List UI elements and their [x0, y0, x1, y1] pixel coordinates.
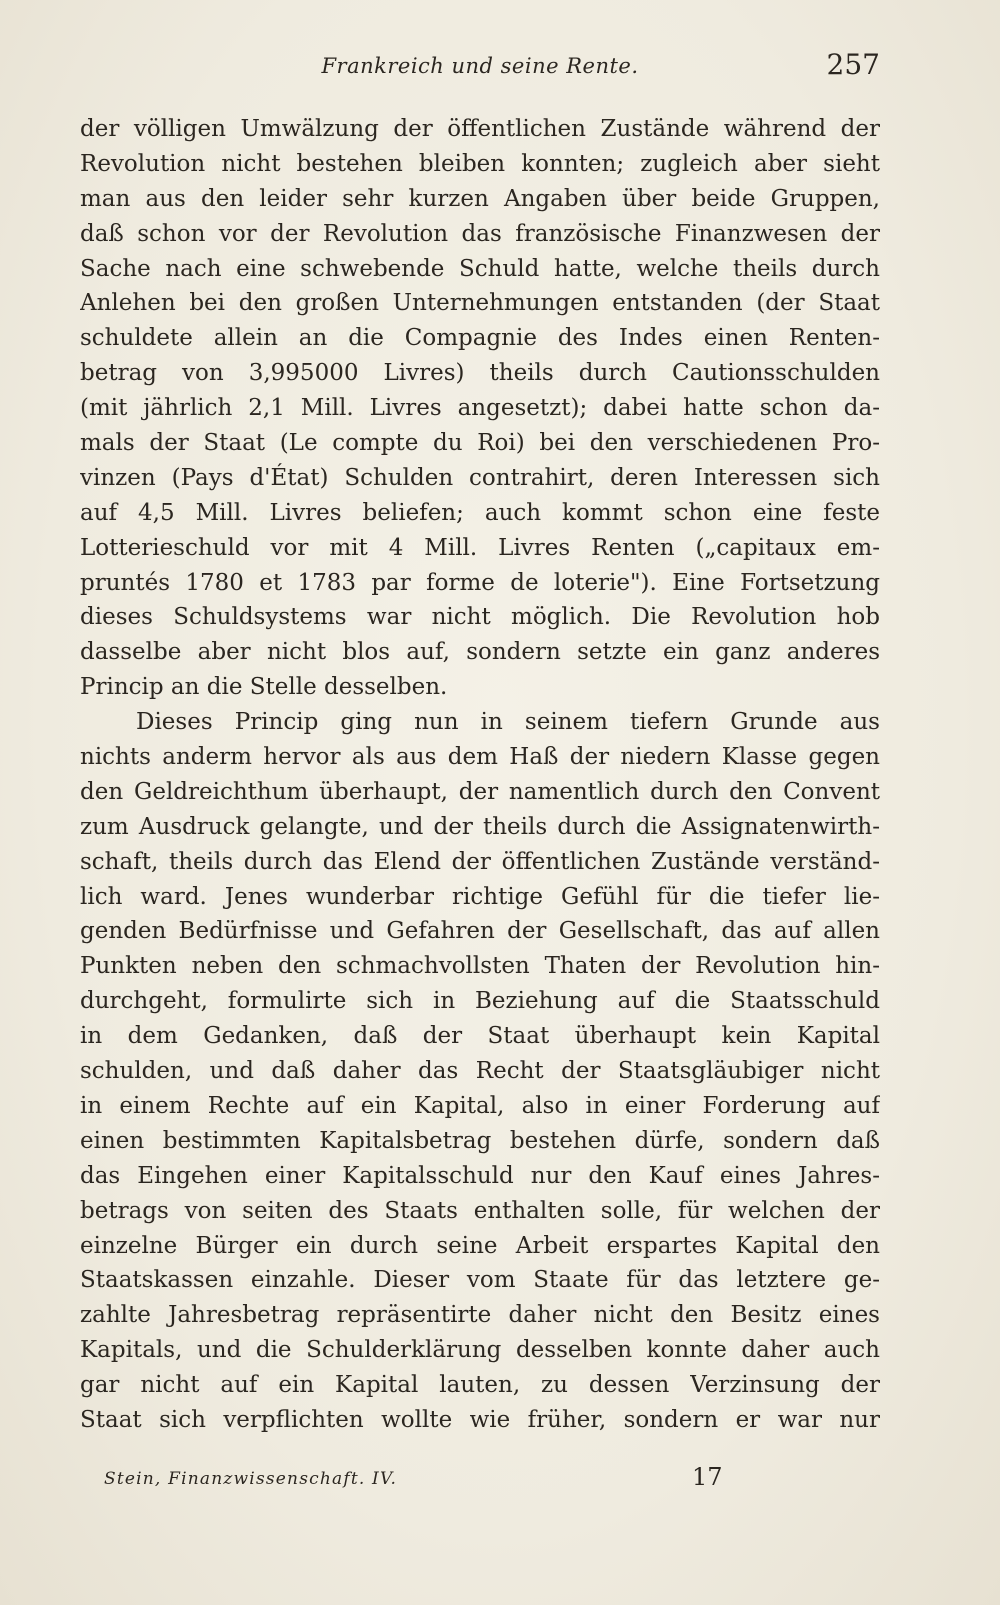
- text-line: gar nicht auf ein Kapital lauten, zu dessen Verzinsung der: [80, 1372, 880, 1399]
- paragraph-start-line: Dieses Princip ging nun in seinem tiefern Grunde aus: [136, 709, 880, 736]
- text-line: einzelne Bürger ein durch seine Arbeit erspartes Kapital den: [80, 1232, 880, 1259]
- text-line: den Geldreichthum überhaupt, der namentlich durch den Convent: [80, 778, 880, 805]
- text-line: betrag von 3,995000 Livres) theils durch Cautionsschulden: [80, 360, 880, 387]
- text-line: Revolution nicht bestehen bleiben konnten; zugleich aber sieht: [80, 150, 880, 177]
- sheet-number: 17: [692, 1463, 723, 1491]
- text-line: lich ward. Jenes wunderbar richtige Gefühl für die tiefer lie-: [80, 883, 880, 910]
- page-footer: [80, 1463, 880, 1503]
- text-line: mals der Staat (Le compte du Roi) bei den verschiedenen Pro-: [80, 430, 880, 457]
- text-line: schuldete allein an die Compagnie des Indes einen Renten-: [80, 325, 880, 352]
- text-line: man aus den leider sehr kurzen Angaben über beide Gruppen,: [80, 185, 880, 212]
- page-header: [80, 48, 880, 88]
- text-line: pruntés 1780 et 1783 par forme de loterie"). Eine Fortsetzung: [80, 569, 880, 596]
- text-line: Kapitals, und die Schulderklärung desselben konnte daher auch: [80, 1337, 880, 1364]
- text-line: vinzen (Pays d'État) Schulden contrahirt, deren Interessen sich: [80, 464, 880, 491]
- text-line: dasselbe aber nicht blos auf, sondern setzte ein ganz anderes: [80, 639, 880, 666]
- text-line: dieses Schuldsystems war nicht möglich. Die Revolution hob: [80, 604, 880, 631]
- text-line: in einem Rechte auf ein Kapital, also in einer Forderung auf: [80, 1092, 880, 1119]
- text-line: Staatskassen einzahle. Dieser vom Staate für das letztere ge-: [80, 1267, 880, 1294]
- running-title: Frankreich und seine Rente.: [321, 54, 639, 78]
- text-line: durchgeht, formulirte sich in Beziehung auf die Staatsschuld: [80, 988, 880, 1015]
- text-line: Staat sich verpflichten wollte wie früher, sondern er war nur: [80, 1406, 880, 1433]
- text-line: schulden, und daß daher das Recht der Staatsgläubiger nicht: [80, 1058, 880, 1085]
- text-line: daß schon vor der Revolution das französische Finanzwesen der: [80, 220, 880, 247]
- text-line: nichts anderm hervor als aus dem Haß der niedern Klasse gegen: [80, 744, 880, 771]
- text-line: das Eingehen einer Kapitalsschuld nur den Kauf eines Jahres-: [80, 1162, 880, 1189]
- text-line: (mit jährlich 2,1 Mill. Livres angesetzt); dabei hatte schon da-: [80, 395, 880, 422]
- text-line: schaft, theils durch das Elend der öffentlichen Zustände verständ-: [80, 848, 880, 875]
- text-line: genden Bedürfnisse und Gefahren der Gesellschaft, das auf allen: [80, 918, 880, 945]
- text-line: Anlehen bei den großen Unternehmungen entstanden (der Staat: [80, 290, 880, 317]
- text-line: in dem Gedanken, daß der Staat überhaupt kein Kapital: [80, 1023, 880, 1050]
- text-line: Punkten neben den schmachvollsten Thaten der Revolution hin-: [80, 953, 880, 980]
- signature-mark: Stein, Finanzwissenschaft. IV.: [104, 1469, 398, 1489]
- text-line: auf 4,5 Mill. Livres beliefen; auch kommt schon eine feste: [80, 499, 880, 526]
- text-line: Sache nach eine schwebende Schuld hatte, welche theils durch: [80, 255, 880, 282]
- text-line: einen bestimmten Kapitalsbetrag bestehen dürfe, sondern daß: [80, 1127, 880, 1154]
- text-line: zahlte Jahresbetrag repräsentirte daher nicht den Besitz eines: [80, 1302, 880, 1329]
- text-line: Lotterieschuld vor mit 4 Mill. Livres Renten („capitaux em-: [80, 534, 880, 561]
- paragraph-end-line: Princip an die Stelle desselben.: [80, 674, 448, 701]
- page-number: 257: [826, 48, 880, 81]
- text-line: der völligen Umwälzung der öffentlichen Zustände während der: [80, 116, 880, 142]
- text-line: betrags von seiten des Staats enthalten solle, für welchen der: [80, 1197, 880, 1224]
- text-line: zum Ausdruck gelangte, und der theils durch die Assignatenwirth-: [80, 813, 880, 840]
- body-text: [80, 112, 880, 1438]
